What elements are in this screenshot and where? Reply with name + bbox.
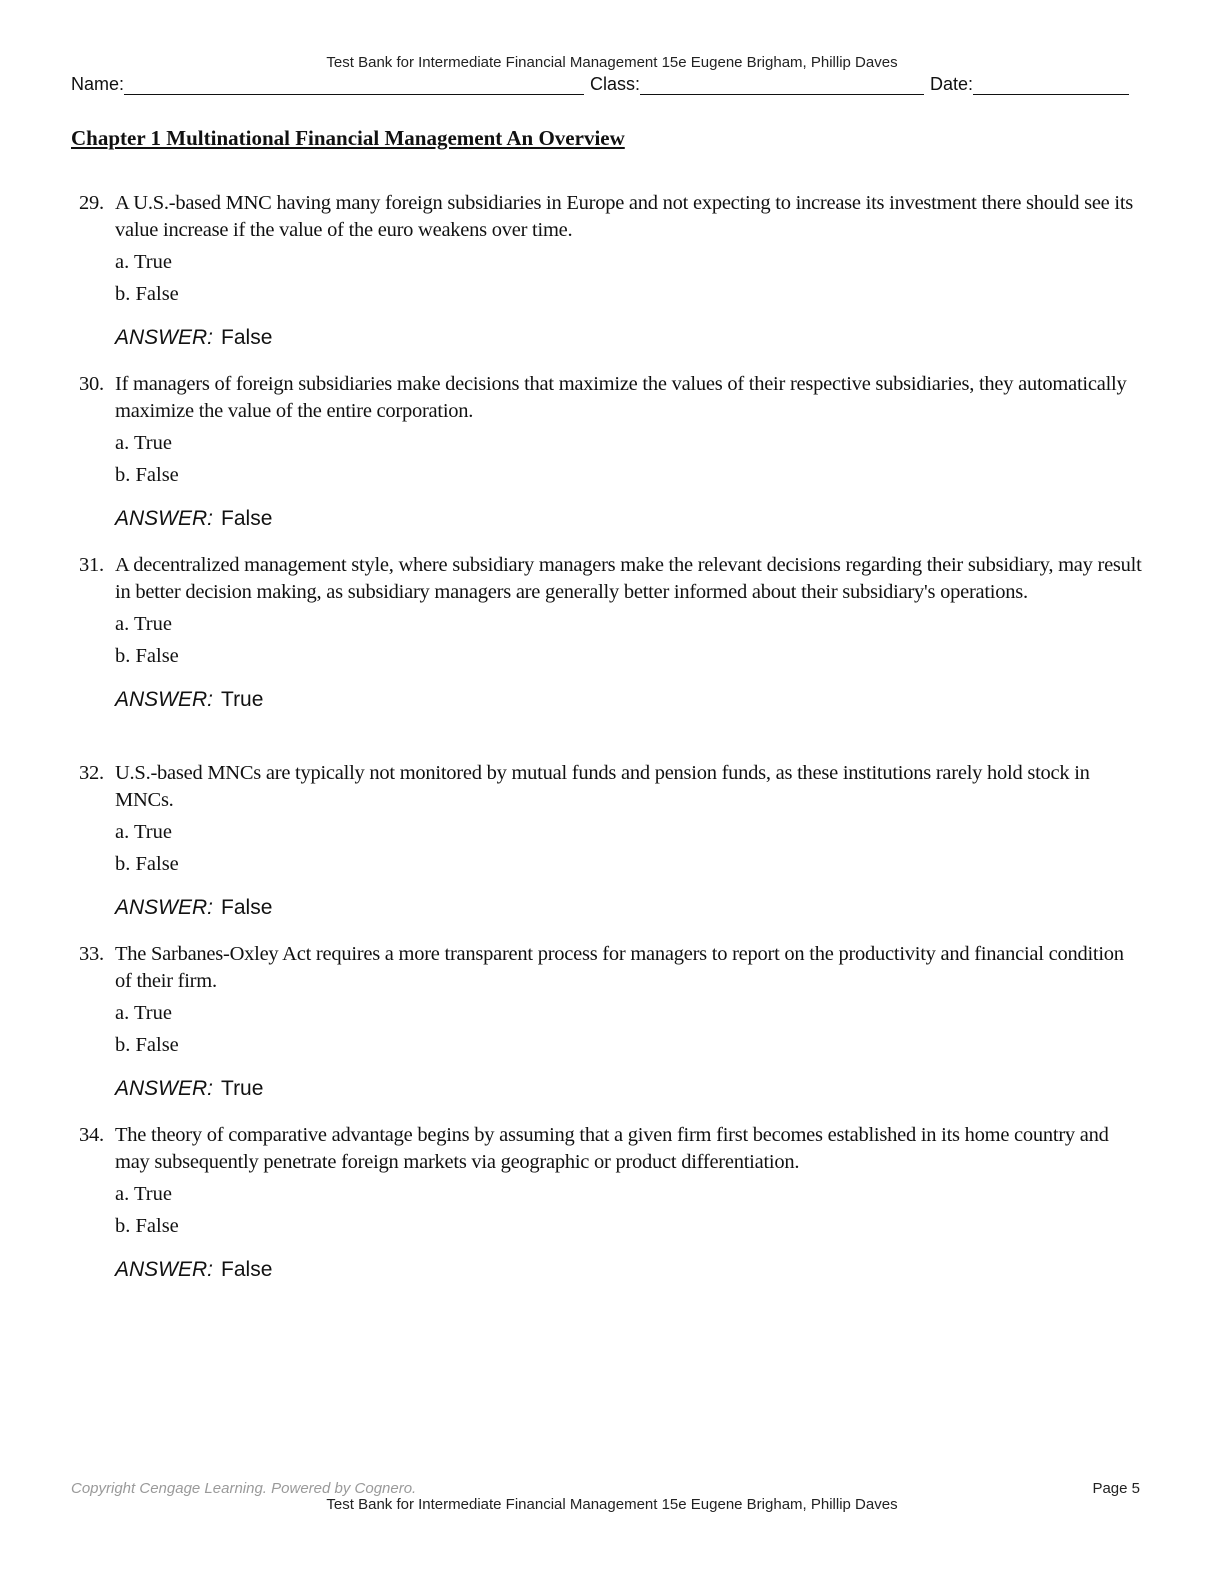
question-item (0, 190, 1224, 350)
option-false: b. False (115, 853, 179, 875)
answer-line (115, 1258, 1224, 1282)
option-false: b. False (115, 645, 179, 667)
class-field-line (640, 74, 924, 95)
answer-value: False (221, 896, 273, 919)
question-number: 30. (79, 373, 104, 395)
option-false: b. False (115, 283, 179, 305)
page-number: Page 5 (1092, 1480, 1140, 1497)
option-true: a. True (115, 821, 172, 843)
question-item (0, 760, 1224, 920)
option-false: b. False (115, 464, 179, 486)
question-text: A decentralized management style, where subsidiary managers make the relevant decisions regarding their subsidiary, may result in better decision making, as subsidiary managers are generally better informed about their subsidiary's operations. (115, 554, 1142, 603)
question-stem (79, 190, 1145, 244)
answer-label: ANSWER: (115, 1077, 214, 1100)
question-stem (79, 371, 1145, 425)
question-stem (79, 552, 1145, 606)
question-stem (79, 941, 1145, 995)
class-label: Class: (590, 74, 641, 94)
question-number: 29. (79, 192, 104, 214)
option-true: a. True (115, 432, 172, 454)
option-false: b. False (115, 1034, 179, 1056)
question-item (0, 371, 1224, 531)
question-number: 31. (79, 554, 104, 576)
question-text: If managers of foreign subsidiaries make decisions that maximize the values of their respective subsidiaries, they automatically maximize the value of the entire corporation. (115, 373, 1127, 422)
question-text: A U.S.-based MNC having many foreign subsidiaries in Europe and not expecting to increase its investment there should see its value increase if the value of the euro weakens over time. (115, 192, 1134, 241)
option-false: b. False (115, 1215, 179, 1237)
question-number: 32. (79, 762, 104, 784)
answer-label: ANSWER: (115, 507, 214, 530)
header-banner: Test Bank for Intermediate Financial Management 15e Eugene Brigham, Phillip Daves (326, 54, 898, 71)
option-true: a. True (115, 613, 172, 635)
date-label: Date: (930, 74, 974, 94)
answer-value: True (221, 688, 264, 711)
answer-line (115, 896, 1224, 920)
answer-label: ANSWER: (115, 688, 214, 711)
question-stem (79, 1122, 1145, 1176)
answer-value: False (221, 1258, 273, 1281)
question-item (0, 552, 1224, 712)
date-field-line (973, 74, 1129, 95)
answer-line (115, 1077, 1224, 1101)
answer-label: ANSWER: (115, 896, 214, 919)
answer-line (115, 507, 1224, 531)
question-text: U.S.-based MNCs are typically not monitored by mutual funds and pension funds, as these institutions rarely hold stock in MNCs. (115, 762, 1090, 811)
question-text: The theory of comparative advantage begins by assuming that a given firm first becomes established in its home country and may subsequently penetrate foreign markets via geographic or product differentiation. (115, 1124, 1109, 1173)
answer-value: True (221, 1077, 264, 1100)
student-info-row (71, 74, 1141, 95)
footer-banner: Test Bank for Intermediate Financial Management 15e Eugene Brigham, Phillip Daves (326, 1496, 898, 1513)
chapter-title: Chapter 1 Multinational Financial Management An Overview (71, 126, 625, 150)
question-item (0, 941, 1224, 1101)
answer-value: False (221, 507, 273, 530)
answer-line (115, 326, 1224, 350)
question-text: The Sarbanes-Oxley Act requires a more transparent process for managers to report on the productivity and financial condition of their firm. (115, 943, 1124, 992)
answer-label: ANSWER: (115, 1258, 214, 1281)
answer-value: False (221, 326, 273, 349)
copyright-text: Copyright Cengage Learning. Powered by Cognero. (71, 1480, 417, 1497)
question-number: 33. (79, 943, 104, 965)
option-true: a. True (115, 251, 172, 273)
answer-label: ANSWER: (115, 326, 214, 349)
question-stem (79, 760, 1145, 814)
option-true: a. True (115, 1183, 172, 1205)
option-true: a. True (115, 1002, 172, 1024)
name-label: Name: (71, 74, 125, 94)
question-number: 34. (79, 1124, 104, 1146)
name-field-line (124, 74, 584, 95)
answer-line (115, 688, 1224, 712)
question-item (0, 1122, 1224, 1282)
